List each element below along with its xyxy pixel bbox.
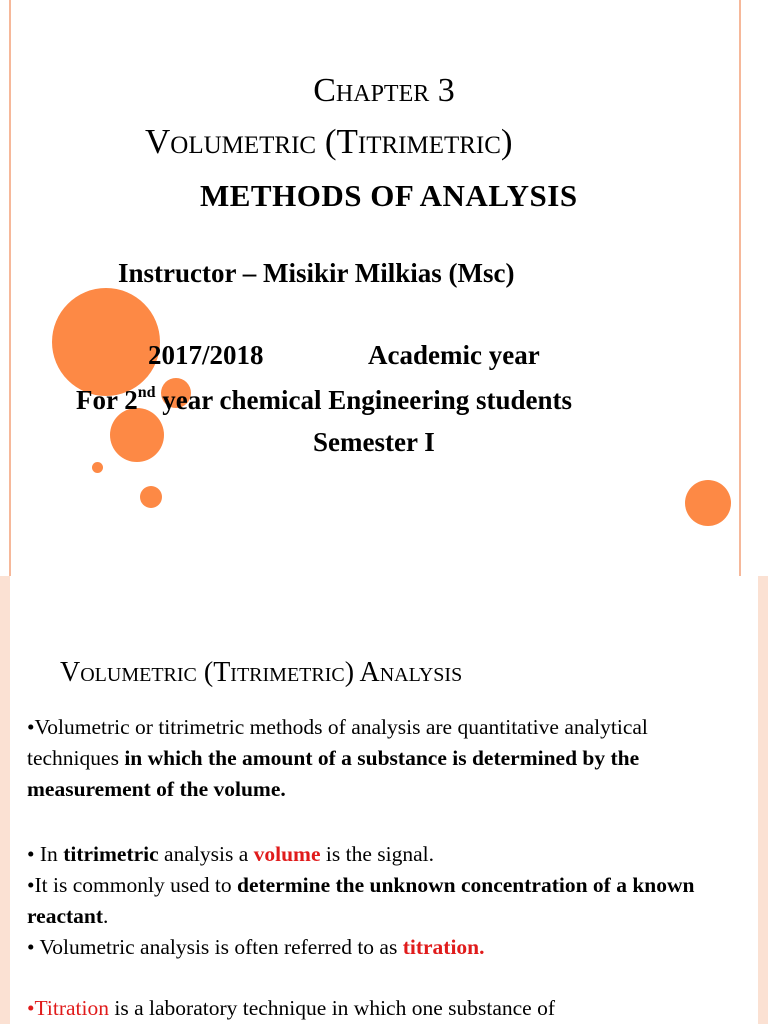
decorative-circle-tiny — [92, 462, 103, 473]
definition-text: •Volumetric or titrimetric methods of analysis are quantitative analytical techniques — [27, 715, 648, 770]
audience-ordinal: nd — [137, 384, 156, 401]
audience-line — [76, 384, 572, 416]
decorative-circle-large — [52, 288, 160, 396]
semester-line: Semester I — [313, 427, 435, 457]
paragraph-bullets — [27, 839, 727, 963]
bullet-signal: • In titrimetric analysis a volume is the signal. — [27, 842, 434, 866]
audience-suffix: year chemical Engineering students — [155, 385, 573, 415]
bullet-usage: •It is commonly used to determine the unknown concentration of a known reactant. — [27, 873, 695, 928]
audience-prefix: For 2 — [76, 385, 138, 415]
instructor-line: Instructor – Misikir Milkias (Msc) — [118, 258, 515, 288]
titration-term: •Titration — [27, 996, 110, 1020]
title-line-3: METHODS OF ANALYSIS — [200, 178, 578, 213]
left-edge-band — [0, 576, 10, 1024]
paragraph-titration-definition: •Titration is a laboratory technique in which one substance of — [27, 996, 556, 1020]
chapter-title: Chapter 3 — [313, 72, 455, 109]
paragraph-definition — [27, 712, 727, 805]
academic-year-label: Academic year — [368, 340, 540, 370]
title-line-2: Volumetric (Titrimetric) — [145, 122, 513, 161]
volume-highlight: volume — [253, 842, 321, 866]
bullet-titration: • Volumetric analysis is often referred to as titration. — [27, 935, 485, 959]
decorative-circle-small-2 — [140, 486, 162, 508]
right-edge-band — [758, 576, 768, 1024]
section-heading: Volumetric (Titrimetric) Analysis — [60, 657, 463, 688]
year-value: 2017/2018 — [148, 340, 264, 370]
titration-highlight: titration. — [402, 935, 485, 959]
decorative-circle-medium — [110, 408, 164, 462]
decorative-circle-right — [685, 480, 731, 526]
definition-emphasis: in which the amount of a substance is determined by the measurement of the volume. — [27, 746, 640, 801]
